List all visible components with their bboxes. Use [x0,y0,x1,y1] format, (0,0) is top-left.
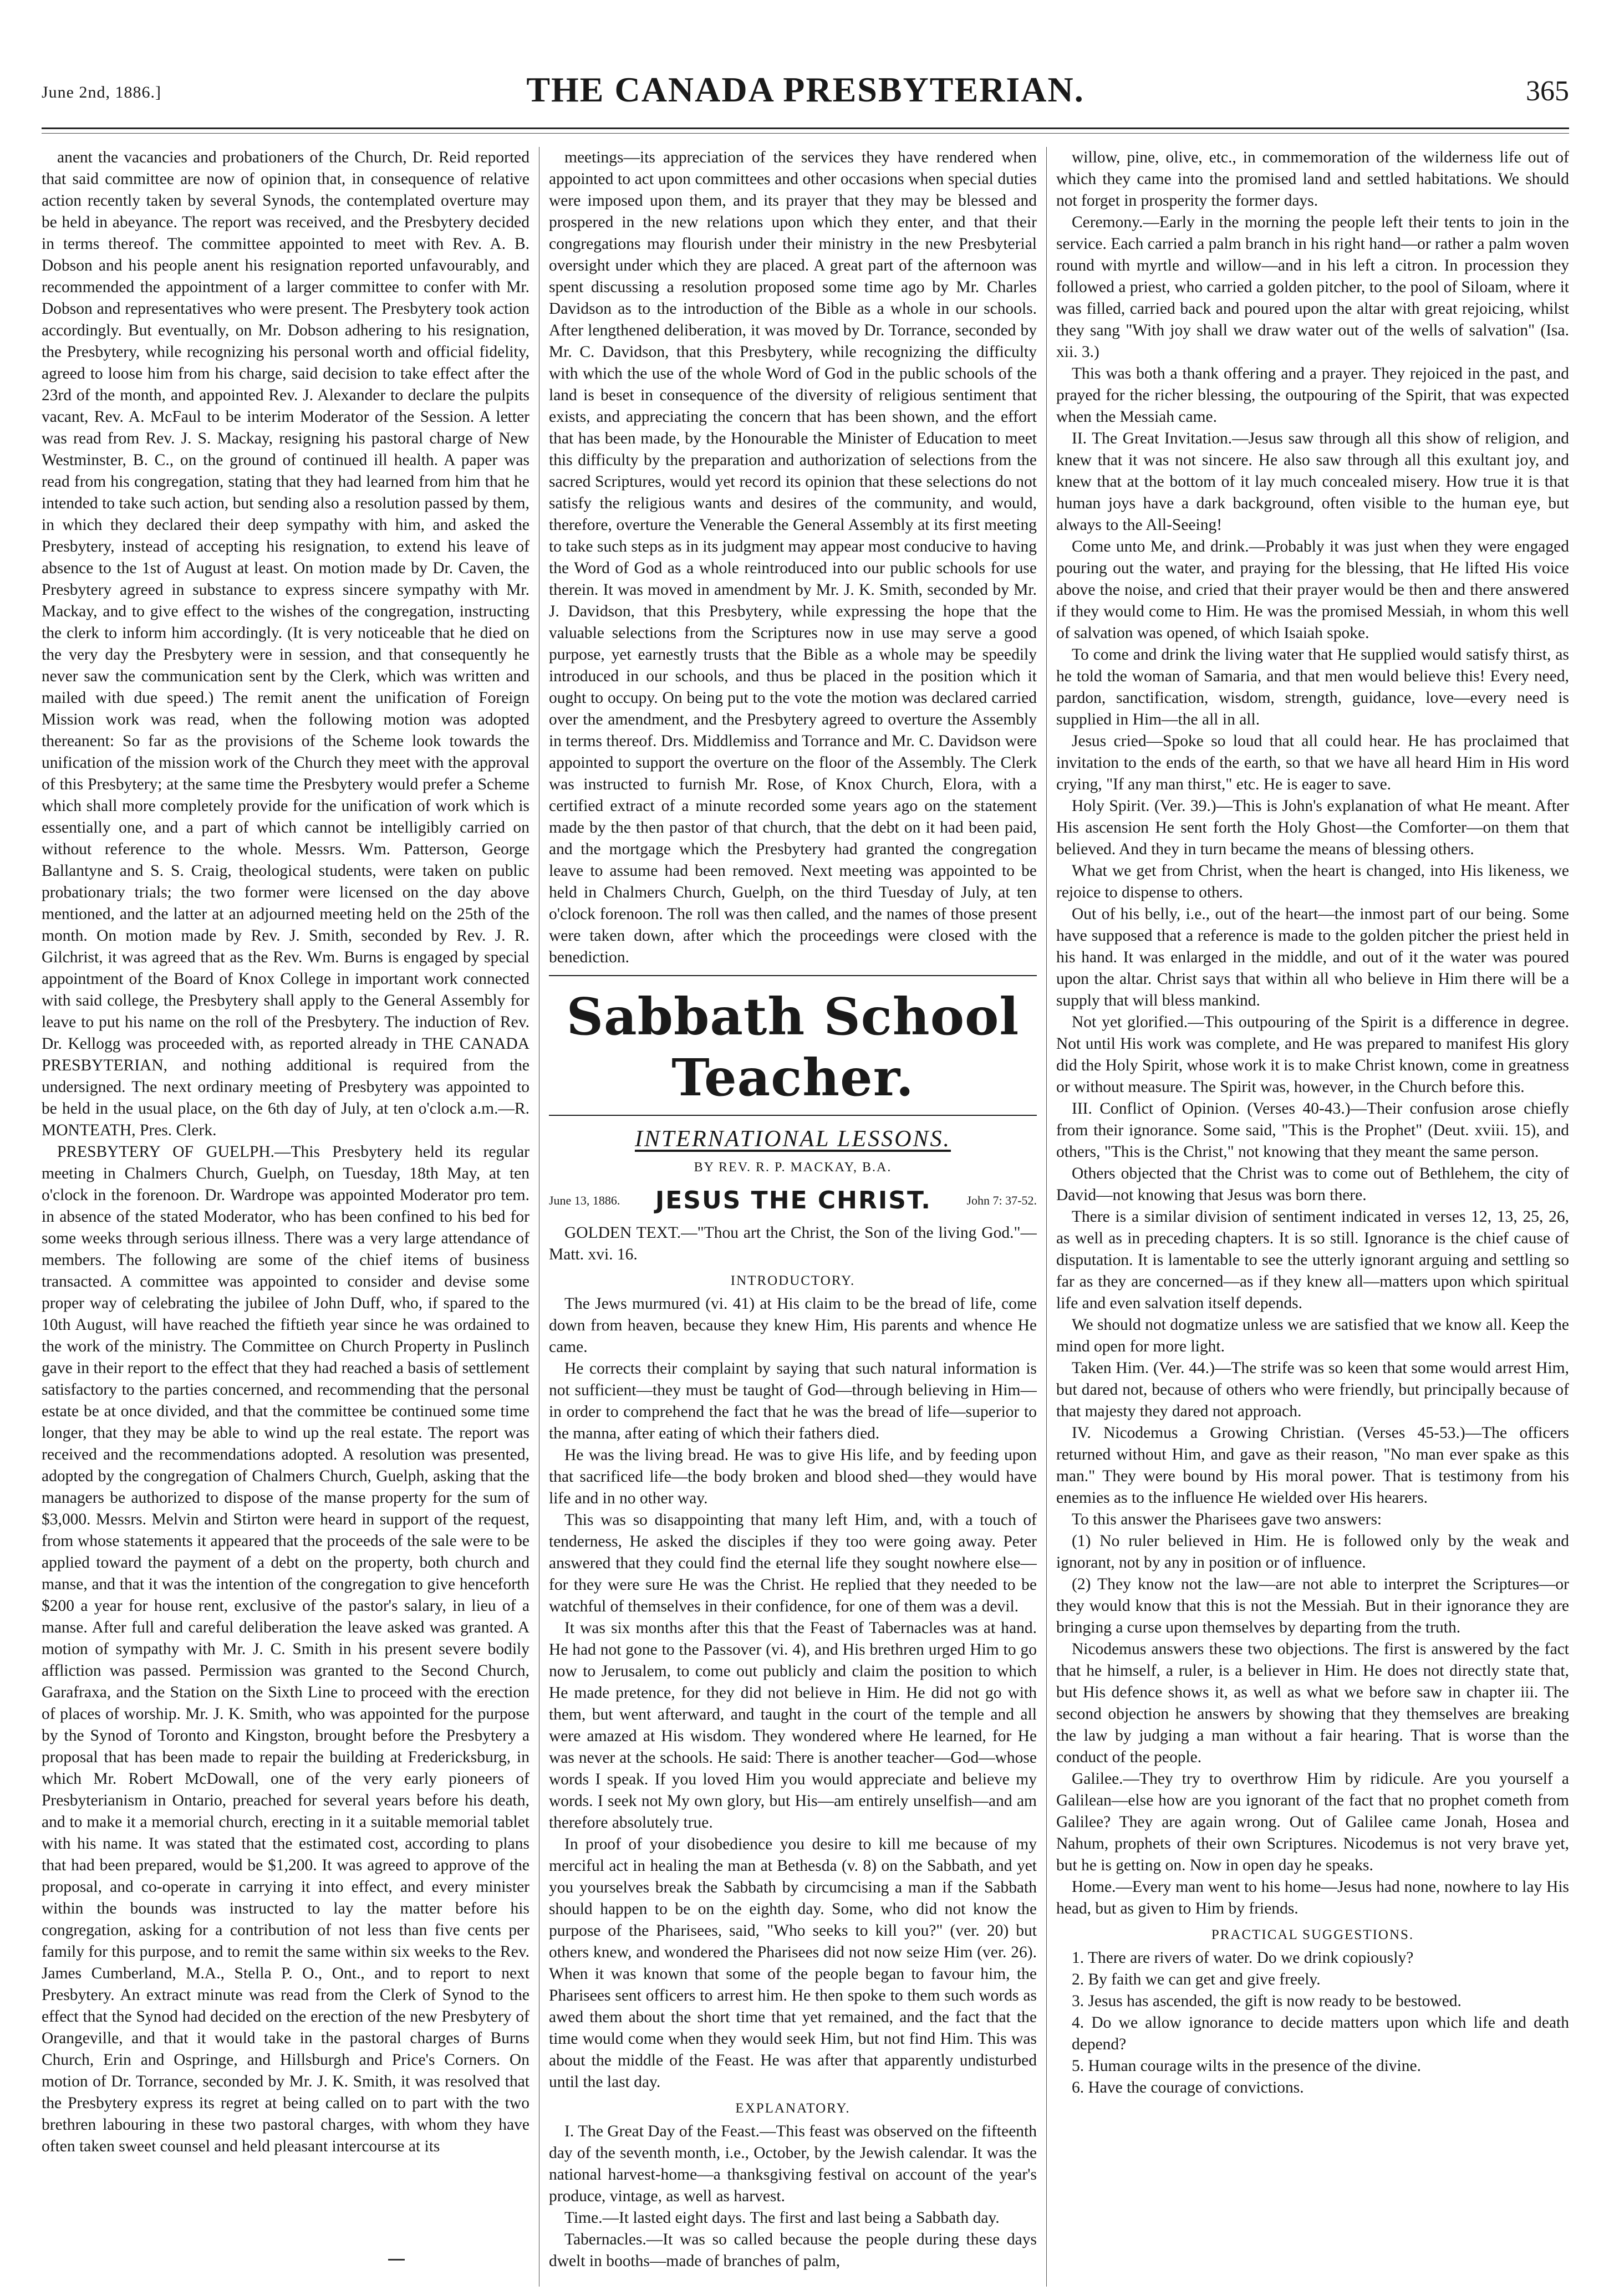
practical-heading: PRACTICAL SUGGESTIONS. [1211,1927,1414,1942]
body-paragraph: This was both a thank offering and a prayer. They rejoiced in the past, and prayed for the richer blessing, the outpouring of the Spirit, that was expected when the Messiah came. [1056,365,1569,426]
body-paragraph: Galilee.—They try to overthrow Him by ridicule. Are you yourself a Galilean—else how are you ignorant of the fact that no prophet cometh from Galilee? They are again wrong. Out of Galilee came Jonah, Hosea and Nahum, prophets of their own Scriptures. Nicodemus is not very brave yet, but he is getting on. Now in open day he speaks. [1056,1770,1569,1874]
explanatory-heading: EXPLANATORY. [735,2101,851,2116]
section-rule [549,1115,1037,1116]
masthead-title: THE CANADA PRESBYTERIAN. [526,70,1084,109]
body-paragraph: Ceremony.—Early in the morning the people left their tents to join in the service. Each carried a palm branch in his right hand—or rather a palm woven round with myrtle and willow—and in his left a citron. In procession they followed a priest, who carried a golden pitcher, to the pool of Siloam, where it was filled, carried back and poured upon the altar with great rejoicing, whilst they sang "With joy shall we draw water out of the wells of salvation" (Isa. xii. 3.) [1056,213,1569,361]
section-rule [549,975,1037,976]
practical-item: 4. Do we allow ignorance to decide matters upon which life and death depend? [1072,2014,1569,2053]
section-title: Sabbath School Teacher. [566,987,1020,1108]
explanatory-paragraph: Time.—It lasted eight days. The first and last being a Sabbath day. [564,2209,1000,2227]
page-number: 365 [1526,75,1569,107]
golden-text: GOLDEN TEXT.—"Thou art the Christ, the Son of the living God."—Matt. xvi. 16. [549,1224,1037,1263]
body-paragraph: (2) They know not the law—are not able to interpret the Scriptures—or they would know that this is not the Messiah. But in their ignorance they are bringing a curse upon themselves by departing from the truth. [1056,1575,1569,1636]
body-paragraph: III. Conflict of Opinion. (Verses 40-43.)—Their confusion arose chiefly from their ignorance. Some said, "This is the Prophet" (Deut. xviii. 15), and others, "This is the Christ," not knowing that they meant the same person. [1056,1100,1569,1161]
issue-date: June 2nd, 1886.] [42,83,161,101]
body-paragraph: Come unto Me, and drink.—Probably it was just when they were engaged pouring out the water, and praying for the blessing, that He lifted His voice above the noise, and cried that their prayer would be then and there answered if they would come to Him. He was the promised Messiah, in whom this well of salvation was opened, of which Isaiah spoke. [1056,538,1569,642]
print-mark [388,2259,405,2261]
page-header [42,53,1569,136]
introductory-heading: INTRODUCTORY. [730,1273,856,1288]
introductory-paragraph: He corrects their complaint by saying that such natural information is not sufficient—they must be taught of God—through believing in Him—in order to comprehend the fact that he was the bread of life—superior to the manna, after eating of which their fathers died. [549,1360,1037,1442]
presbytery-report-paragraph: anent the vacancies and probationers of the Church, Dr. Reid reported that said committee are now of opinion that, in consequence of relative action recently taken by several Synods, the contemplated overture may be held in abeyance. The report was received, and the Presbytery decided in terms thereof. The committee appointed to meet with Rev. A. B. Dobson and his people anent his resignation reported unfavourably, and recommended the appointment of a larger committee to confer with Mr. Dobson and representatives who were present. The Presbytery took action accordingly. But eventually, on Mr. Dobson adhering to his resignation, the Presbytery, while recognizing his personal worth and official fidelity, agreed to loose him from his charge, said decision to take effect after the 23rd of the month, and appointed Rev. J. Alexander to declare the pulpits vacant, Rev. A. McFaul to be interim Moderator of the Session. A letter was read from Rev. J. S. Mackay, resigning his pastoral charge of New Westminster, B. C., on the ground of continued ill health. A paper was read from his congregation, stating that they had learned from him that he intended to take such action, but sending also a resolution passed by them, in which they declared their deep sympathy with him, and asked the Presbytery, instead of accepting his resignation, to extend his leave of absence to the 1st of August at least. On motion made by Dr. Caven, the Presbytery agreed in substance to express sincere sympathy with Mr. Mackay, and to give effect to the wishes of the congregation, instructing the clerk to inform him accordingly. (It is very noticeable that he died on the very day the Presbytery were in session, and that consequently he never saw the communication sent by the Clerk, which was written and mailed with due speed.) The remit anent the unification of Foreign Mission work was read, when the following motion was adopted thereanent: So far as the provisions of the Scheme look towards the unification of the mission work of the Church they meet with the approval of this Presbytery; at the same time the Presbytery would prefer a Scheme which shall more completely provide for the unification of work which is essentially one, and a part of which cannot be intelligibly carried on without reference to the whole. Messrs. Wm. Patterson, George Ballantyne and S. S. Craig, theological students, were taken on public probationary trials; the two former were licensed on the day above mentioned, and the latter at an adjourned meeting held on the 25th of the month. On motion made by Rev. J. Smith, seconded by Rev. J. R. Gilchrist, it was agreed that as the Rev. Wm. Burns is engaged by special appointment of the Board of Knox College in important work connected with said college, the Presbytery shall apply to the General Assembly for leave to put his name on the roll of the Presbytery. The induction of Rev. Dr. Kellogg was proceeded with, as reported already in THE CANADA PRESBYTERIAN, and nothing additional is required from the undersigned. The next ordinary meeting of Presbytery was appointed to be held in the usual place, on the 6th day of July, at ten o'clock a.m.—R. MONTEATH, Pres. Clerk. [42,149,529,1139]
column-3 [1056,147,1569,2292]
subsection-title: INTERNATIONAL LESSONS. [634,1126,951,1152]
introductory-paragraph: The Jews murmured (vi. 41) at His claim to be the bread of life, come down from heaven, because they knew Him, His parents and whence He came. [549,1295,1037,1356]
body-paragraph: Taken Him. (Ver. 44.)—The strife was so keen that some would arrest Him, but dared not, because of others who were friendly, but principally because of that majesty they dared not approach. [1056,1359,1569,1420]
practical-item: 2. By faith we can get and give freely. [1072,1971,1321,1988]
practical-item: 1. There are rivers of water. Do we drink copiously? [1072,1949,1414,1967]
lesson-title: JESUS THE CHRIST. [655,1186,931,1215]
body-paragraph: Holy Spirit. (Ver. 39.)—This is John's explanation of what He meant. After His ascension He sent forth the Holy Ghost—the Comforter—on them that believed. And they in turn became the means of blessing others. [1056,797,1569,858]
introductory-paragraph: He was the living bread. He was to give His life, and by feeding upon that sacrificed life—the body broken and blood shed—they would have life and in no other way. [549,1446,1037,1507]
body-paragraph: To this answer the Pharisees gave two answers: [1072,1511,1382,1528]
body-paragraph: Jesus cried—Spoke so loud that all could hear. He has proclaimed that invitation to the ends of the earth, so that we have all heard Him in His word crying, "If any man thirst," etc. He is eager to save. [1056,732,1569,793]
body-paragraph: IV. Nicodemus a Growing Christian. (Verses 45-53.)—The officers returned without Him, and gave as their reason, "No man ever spake as this man." They were bound by His moral power. That is testimony from his enemies as to the influence He wielded over His hearers. [1056,1424,1569,1507]
lesson-scripture-ref: John 7: 37-52. [966,1193,1037,1207]
body-paragraph: Nicodemus answers these two objections. The first is answered by the fact that he himself, a ruler, is a believer in Him. He does not directly state that, but His defence shows it, as well as what we before saw in chapter iii. The second objection he answers by showing that they themselves are breaking the law by judging a man without a fair hearing. That is worse than the conduct of the people. [1056,1640,1569,1766]
introductory-paragraph: This was so disappointing that many left Him, and, with a touch of tenderness, He asked the disciples if they too were going away. Peter answered that they could find the eternal life they sought nowhere else—for they were sure He was the Christ. He replied that they needed to be watchful of themselves in their confidence, for one of them was a devil. [549,1511,1037,1615]
body-paragraph: willow, pine, olive, etc., in commemoration of the wilderness life out of which they came into the promised land and settled habitations. We should not forget in prosperity the former days. [1056,149,1569,210]
body-paragraph: To come and drink the living water that He supplied would satisfy thirst, as he told the woman of Samaria, and that men would believe this! Every need, pardon, sanctification, wisdom, strength, guidance, love—every need is supplied in Him—the all in all. [1056,646,1569,728]
body-paragraph: Home.—Every man went to his home—Jesus had none, nowhere to lay His head, but as given to Him by friends. [1056,1878,1569,1917]
presbytery-guelph-paragraph: PRESBYTERY OF GUELPH.—This Presbytery held its regular meeting in Chalmers Church, Guelph, on Tuesday, 18th May, at ten o'clock in the forenoon. Dr. Wardrope was appointed Moderator pro tem. in absence of the stated Moderator, who has been confined to his bed for some weeks through serious illness. There was a very large attendance of members. The following are some of the chief items of business transacted. A committee was appointed to consider and devise some proper way of celebrating the jubilee of John Duff, who, if spared to the 10th August, will have reached the fiftieth year since he was ordained to the work of the ministry. The Committee on Church Property in Puslinch gave in their report to the effect that they had reached a basis of settlement satisfactory to the parties concerned, and recommending that the personal estate be at once divided, and that the committee be continued some time longer, that they may be able to wind up the real estate. The report was received and the recommendations adopted. A resolution was presented, adopted by the congregation of Chalmers Church, Guelph, asking that the managers be authorized to dispose of the manse property for the sum of $3,000. Messrs. Melvin and Stirton were heard in support of the request, from whose statements it appeared that the proceeds of the sale were to be applied toward the payment of a debt on the property, both church and manse, and that it was the intention of the congregation to give henceforth $200 a year for house rent, exclusive of the pastor's salary, in lieu of a manse. After full and careful deliberation the leave asked was granted. A motion of sympathy with Mr. J. C. Smith in his present severe bodily affliction was passed. Permission was granted to the Second Church, Garafraxa, and the Station on the Sixth Line to proceed with the erection of places of worship. Mr. J. K. Smith, who was appointed for the purpose by the Synod of Toronto and Kingston, brought before the Presbytery a proposal that has been made to repair the building at Fredericksburg, in which Mr. Robert McDowall, one of the very early pioneers of Presbyterianism in Ontario, preached for several years before his death, and to make it a memorial church, erecting in it a suitable memorial tablet with his name. It was stated that the estimated cost, according to plans that had been prepared, would be $1,200. It was agreed to approve of the proposal, and co-operate in carrying it into effect, and every minister within the bounds was instructed to lay the matter before his congregation, asking for a contribution of not less than five cents per family for this purpose, and to remit the same within six weeks to the Rev. James Cumberland, M.A., Stella P. O., Ont., and to report to next Presbytery. An extract minute was read from the Clerk of Synod to the effect that the Synod had decided on the erection of the new Presbytery of Orangeville, and that it would take in the pastoral charges of Burns Church, Erin and Ospringe, and Hillsburgh and Price's Corners. On motion of Dr. Torrance, seconded by Mr. J. K. Smith, it was resolved that the Presbytery express its regret at being called on to part with the two brethren labouring in these two pastoral charges, with whom they have often taken sweet counsel and held pleasant intercourse at its [42,1143,529,2155]
body-paragraph: Out of his belly, i.e., out of the heart—the inmost part of our being. Some have supposed that a reference is made to the golden pitcher the priest held in his hand. It was enlarged in the middle, and out of it the water was poured upon the altar. Christ says that within all who believe in Him there will be a supply that will bless mankind. [1056,905,1569,1009]
header-rule-thin [42,133,1569,134]
lesson-heading [549,1186,1037,1215]
explanatory-paragraph: Tabernacles.—It was so called because the people during these days dwelt in booths—made of branches of palm, [549,2231,1037,2270]
column-divider [1046,147,1047,2287]
body-paragraph: II. The Great Invitation.—Jesus saw through all this show of religion, and knew that it was not sincere. He also saw through all this exultant joy, and knew that at the bottom of it lay much concealed misery. How true it is that human joys have a dark background, often visible to the human eye, but always to the All-Seeing! [1056,430,1569,534]
introductory-paragraph: It was six months after this that the Feast of Tabernacles was at hand. He had not gone to the Passover (vi. 4), and His brethren urged Him to go now to Jerusalem, to come out publicly and claim the position to which He made pretence, for they did not believe in Him. He did not go with them, but went afterward, and taught in the court of the temple and all were amazed at His wisdom. They wondered where He learned, for He was never at the schools. He said: There is another teacher—God—whose words I speak. If you loved Him you would appreciate and believe my words. I seek not My own glory, but His—am entirely unselfish—and am therefore absolutely true. [549,1619,1037,1831]
body-paragraph: Others objected that the Christ was to come out of Bethlehem, the city of David—not knowing that Jesus was born there. [1056,1165,1569,1204]
body-paragraph: Not yet glorified.—This outpouring of the Spirit is a difference in degree. Not until His work was complete, and He was prepared to manifest His glory did the Holy Spirit, whose work it is to make Christ known, come in greatness or without measure. The Spirit was, however, in the Church before this. [1056,1013,1569,1096]
lesson-date: June 13, 1886. [549,1193,620,1207]
introductory-paragraph: In proof of your disobedience you desire to kill me because of my merciful act in healing the man at Bethesda (v. 8) on the Sabbath, and yet you yourselves break the Sabbath by circumcising a man if the Sabbath should happen to be on the eighth day. Some, who did not know the purpose of the Pharisees, said, "Who seeks to kill you?" (ver. 20) but others knew, and wondered the Pharisees did not now seize Him (ver. 26). When it was known that some of the people began to favour him, the Pharisees sent officers to arrest him. He then spoke to them such words as awed them about the short time that yet remained, and the fact that the time would come when they would seek Him, but not find Him. This was about the middle of the Feast. He was after that apparently undisturbed until the last day. [549,1835,1037,2091]
practical-item: 6. Have the courage of convictions. [1072,2079,1304,2096]
header-rule [42,127,1569,129]
body-paragraph: (1) No ruler believed in Him. He is followed only by the weak and ignorant, not by any in position or of influence. [1056,1532,1569,1572]
byline: BY REV. R. P. MACKAY, B.A. [694,1160,892,1175]
body-paragraph: There is a similar division of sentiment indicated in verses 12, 13, 25, 26, as well as in preceding chapters. It is so still. Ignorance is the chief cause of disputation. It is lamentable to see the utterly ignorant arguing and settling so far as they are concerned—as if they knew all—matters upon which spiritual life and even salvation itself depends. [1056,1208,1569,1312]
practical-item: 5. Human courage wilts in the presence of the divine. [1072,2057,1421,2075]
practical-item: 3. Jesus has ascended, the gift is now ready to be bestowed. [1072,1992,1462,2010]
column-2 [549,147,1037,2292]
explanatory-paragraph: I. The Great Day of the Feast.—This feast was observed on the fifteenth day of the seventh month, i.e., October, by the Jewish calendar. It was the national harvest-home—a thanksgiving festival on account of the year's produce, vintage, as well as harvest. [549,2122,1037,2205]
guelph-continued-paragraph: meetings—its appreciation of the services they have rendered when appointed to act upon committees and other occasions when special duties were imposed upon them, and its prayer that they may be blessed and prospered in the new relations upon which they enter, and that their congregations may flourish under their ministry in the new Presbyterial oversight under which they are placed. A great part of the afternoon was spent discussing a resolution proposed some time ago by Mr. Charles Davidson as to the introduction of the Bible as a whole in our schools. After lengthened deliberation, it was moved by Dr. Torrance, seconded by Mr. C. Davidson, that this Presbytery, while recognizing the difficulty with which the use of the whole Word of God in the public schools of the land is beset in consequence of the diversity of religious sentiment that exists, and appreciating the concern that has been shown, and the effort that has been made, by the Honourable the Minister of Education to meet this difficulty by the preparation and authorization of selections from the sacred Scriptures, would yet record its opinion that these selections do not satisfy the religious wants and desires of the community, and would, therefore, overture the Venerable the General Assembly at its first meeting to take such steps as in its judgment may appear most conducive to having the Word of God as a whole reintroduced into our public schools for use therein. It was moved in amendment by Mr. J. K. Smith, seconded by Mr. J. Davidson, that this Presbytery, while expressing the hope that the valuable selections from the Scriptures now in use may serve a good purpose, yet earnestly trusts that the Bible as a whole may be speedily introduced in our schools, and thus be placed in the position which it ought to occupy. On being put to the vote the motion was declared carried over the amendment, and the Presbytery agreed to overture the Assembly in terms thereof. Drs. Middlemiss and Torrance and Mr. C. Davidson were appointed to support the overture on the floor of the Assembly. The Clerk was instructed to furnish Mr. Rose, of Knox Church, Elora, with a certified extract of a minute recorded some years ago on the statement made by the then pastor of that church, that the debt on it had been paid, and the mortgage which the Presbytery had granted the congregation leave to assume had been removed. Next meeting was appointed to be held in Chalmers Church, Guelph, on the third Tuesday of July, at ten o'clock forenoon. The roll was then called, and the names of those present were taken down, after which the proceedings were closed with the benediction. [549,149,1037,966]
column-1 [42,147,529,2292]
body-paragraph: What we get from Christ, when the heart is changed, into His likeness, we rejoice to dispense to others. [1056,862,1569,901]
body-paragraph: We should not dogmatize unless we are satisfied that we know all. Keep the mind open for more light. [1056,1316,1569,1355]
